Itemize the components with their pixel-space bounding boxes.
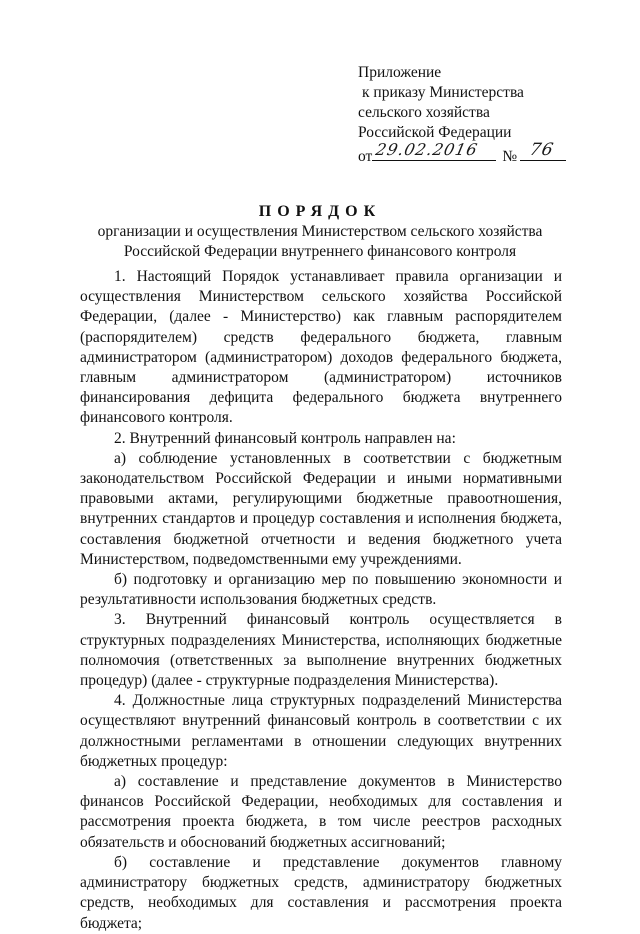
date-field xyxy=(372,140,496,161)
paragraph-2a: а) соблюдение установленных в соответствии с бюджетным законодательством Российской Федерации и иными нормативными правовыми актами, регулирующими бюджетные правоотношения, внутренних стандартов и процедур составления и исполнения бюджета, составления бюджетной отчетности и ведения бюджетного учета Министерством, подведомственными ему учреждениями. xyxy=(80,449,562,568)
appendix-line-2: к приказу Министерства xyxy=(362,84,524,101)
appendix-line-4: Российской Федерации xyxy=(358,124,512,141)
subtitle-line-2: Российской Федерации внутреннего финансового контроля xyxy=(123,243,517,260)
paragraph-4b: б) составление и представление документов главному администратору бюджетных средств, администратору бюджетных средств, необходимых для составления и рассмотрения проекта бюджета; xyxy=(80,853,562,932)
paragraph-1: 1. Настоящий Порядок устанавливает правила организации и осуществления Министерством сельского хозяйства Российской Федерации, (далее - Министерство) как главным распорядителем (распорядителем) средств федерального бюджета, главным администратором (администратором) доходов федерального бюджета, главным администратором (администратором) источников финансирования дефицита федерального бюджета внутреннего финансового контроля. xyxy=(80,268,562,427)
subtitle-line-1: организации и осуществления Министерством сельского хозяйства xyxy=(97,223,543,240)
appendix-block xyxy=(358,63,578,165)
paragraph-4: 4. Должностные лица структурных подразделений Министерства осуществляют внутренний финансовый контроль в соответствии с их должностными регламентами в отношении следующих внутренних бюджетных процедур: xyxy=(80,692,562,770)
paragraph-4a: а) составление и представление документов в Министерство финансов Российской Федерации, необходимых для составления и рассмотрения проекта бюджета, в том числе реестров расходных обязательств и обоснований бюджетных ассигнований; xyxy=(80,773,562,851)
paragraph-2: 2. Внутренний финансовый контроль направлен на: xyxy=(114,429,456,447)
appendix-line-1: Приложение xyxy=(358,64,442,81)
number-field xyxy=(520,140,566,161)
paragraph-2b: б) подготовку и организацию мер по повышению экономности и результативности использования бюджетных средств. xyxy=(80,571,562,609)
paragraph-3: 3. Внутренний финансовый контроль осуществляется в структурных подразделениях Министерства, исполняющих бюджетные полномочия (ответственных за выполнение внутренних бюджетных процедур) (далее - структурные подразделения Министерства). xyxy=(80,611,562,690)
order-date-number-line xyxy=(358,140,578,165)
appendix-line-3: сельского хозяйства xyxy=(358,104,490,121)
document-title: ПОРЯДОК xyxy=(258,203,382,220)
date-prefix: от xyxy=(358,148,373,165)
document-subtitle xyxy=(60,222,580,262)
handwritten-date: 29.02.2016 xyxy=(374,140,481,159)
handwritten-number: 76 xyxy=(527,140,556,160)
number-sign: № xyxy=(502,148,518,165)
document-body xyxy=(80,267,562,934)
